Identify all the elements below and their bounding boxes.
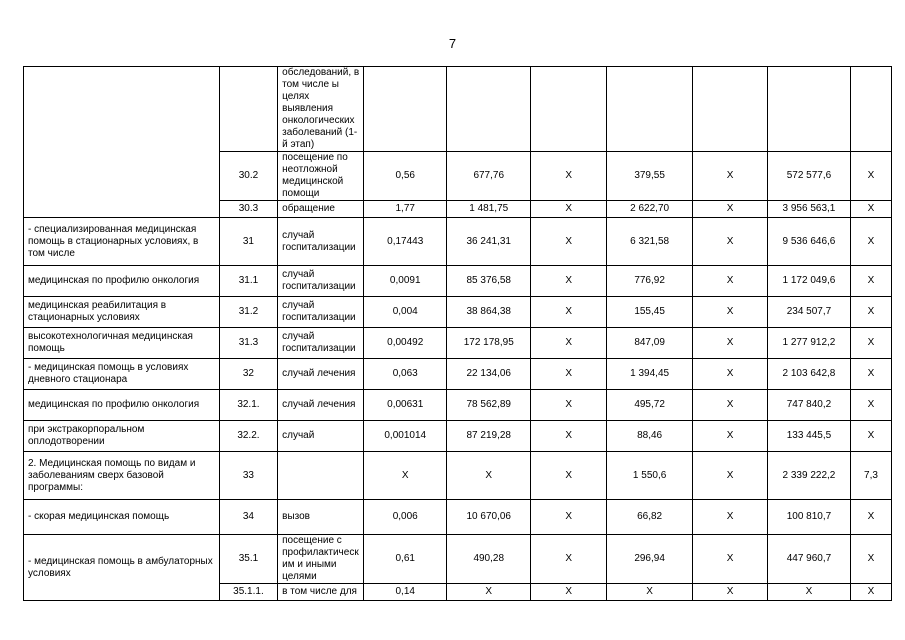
table-row xyxy=(24,390,892,421)
cell-col-budget-total: X xyxy=(693,390,768,421)
cell-unit: обращение xyxy=(278,201,364,218)
cell-indicator-name: медицинская реабилитация в стационарных условиях xyxy=(24,297,220,328)
cell-cost-norm: 36 241,31 xyxy=(447,218,531,266)
cell-col-per-capita-oms: 776,92 xyxy=(607,266,693,297)
cell-col-per-capita-budget xyxy=(531,67,607,152)
cell-col-percent: X xyxy=(850,390,891,421)
cell-unit: случай лечения xyxy=(278,359,364,390)
cell-col-percent: X xyxy=(850,421,891,452)
cell-line-number: 31.3 xyxy=(219,328,277,359)
cell-volume-norm: 1,77 xyxy=(364,201,447,218)
cell-volume-norm: 0,00631 xyxy=(364,390,447,421)
cell-line-number: 32.1. xyxy=(219,390,277,421)
cell-line-number: 35.1.1. xyxy=(219,584,277,601)
cell-col-percent xyxy=(850,67,891,152)
cell-col-per-capita-oms: 847,09 xyxy=(607,328,693,359)
cell-col-budget-total: X xyxy=(693,152,768,201)
cell-line-number: 35.1 xyxy=(219,535,277,584)
cell-indicator-name: медицинская по профилю онкология xyxy=(24,266,220,297)
cell-volume-norm: 0,61 xyxy=(364,535,447,584)
cell-col-budget-total: X xyxy=(693,584,768,601)
cell-line-number: 31.1 xyxy=(219,266,277,297)
cell-line-number: 31 xyxy=(219,218,277,266)
cell-col-percent: X xyxy=(850,535,891,584)
cell-unit: случай госпитализации xyxy=(278,328,364,359)
cell-unit: случай xyxy=(278,421,364,452)
cell-col-per-capita-budget: X xyxy=(531,201,607,218)
cell-col-oms-total: 234 507,7 xyxy=(767,297,850,328)
cell-volume-norm: 0,063 xyxy=(364,359,447,390)
cell-unit: посещение с профилактическим и иными целями xyxy=(278,535,364,584)
cell-indicator-name: при экстракорпоральном оплодотворении xyxy=(24,421,220,452)
cell-col-oms-total: 2 339 222,2 xyxy=(767,452,850,500)
cell-volume-norm: 0,17443 xyxy=(364,218,447,266)
cell-col-per-capita-budget: X xyxy=(531,390,607,421)
cell-line-number: 31.2 xyxy=(219,297,277,328)
table-row xyxy=(24,421,892,452)
cell-volume-norm: 0,00492 xyxy=(364,328,447,359)
cell-col-budget-total: X xyxy=(693,297,768,328)
cell-col-per-capita-budget: X xyxy=(531,328,607,359)
cell-cost-norm xyxy=(447,67,531,152)
cell-cost-norm: X xyxy=(447,452,531,500)
cell-col-per-capita-budget: X xyxy=(531,218,607,266)
cell-volume-norm: 0,0091 xyxy=(364,266,447,297)
cell-cost-norm: 490,28 xyxy=(447,535,531,584)
table-row xyxy=(24,500,892,535)
cell-indicator-name: - медицинская помощь в амбулаторных условиях xyxy=(24,535,220,601)
cell-col-percent: X xyxy=(850,266,891,297)
cell-col-oms-total: 3 956 563,1 xyxy=(767,201,850,218)
cell-unit: случай госпитализации xyxy=(278,218,364,266)
cell-col-per-capita-oms: 1 550,6 xyxy=(607,452,693,500)
cell-col-per-capita-oms: 495,72 xyxy=(607,390,693,421)
cell-unit: обследований, в том числе ы целях выявления онкологических заболеваний (1-й этап) xyxy=(278,67,364,152)
cell-volume-norm: 0,004 xyxy=(364,297,447,328)
table-row xyxy=(24,67,892,152)
cell-unit: посещение по неотложной медицинской помощи xyxy=(278,152,364,201)
cell-unit: вызов xyxy=(278,500,364,535)
cell-col-percent: X xyxy=(850,201,891,218)
cell-unit: случай госпитализации xyxy=(278,266,364,297)
cell-col-oms-total: 9 536 646,6 xyxy=(767,218,850,266)
cell-volume-norm: X xyxy=(364,452,447,500)
cell-indicator-name: медицинская по профилю онкология xyxy=(24,390,220,421)
cell-unit: случай лечения xyxy=(278,390,364,421)
cell-col-percent: X xyxy=(850,328,891,359)
cell-col-percent: X xyxy=(850,152,891,201)
cell-col-per-capita-oms: 88,46 xyxy=(607,421,693,452)
table-row xyxy=(24,328,892,359)
cell-col-budget-total: X xyxy=(693,218,768,266)
cell-cost-norm: 22 134,06 xyxy=(447,359,531,390)
cell-col-budget-total: X xyxy=(693,452,768,500)
cell-volume-norm: 0,006 xyxy=(364,500,447,535)
cell-col-oms-total: 133 445,5 xyxy=(767,421,850,452)
cell-col-oms-total: 747 840,2 xyxy=(767,390,850,421)
cell-indicator-name: - скорая медицинская помощь xyxy=(24,500,220,535)
cell-cost-norm: X xyxy=(447,584,531,601)
cell-cost-norm: 78 562,89 xyxy=(447,390,531,421)
cell-col-per-capita-oms: 155,45 xyxy=(607,297,693,328)
cell-cost-norm: 85 376,58 xyxy=(447,266,531,297)
cell-col-budget-total: X xyxy=(693,535,768,584)
cell-col-per-capita-oms xyxy=(607,67,693,152)
cell-unit: случай госпитализации xyxy=(278,297,364,328)
cell-col-per-capita-oms: 296,94 xyxy=(607,535,693,584)
cell-col-budget-total: X xyxy=(693,328,768,359)
cell-line-number: 30.3 xyxy=(219,201,277,218)
cell-col-oms-total: 2 103 642,8 xyxy=(767,359,850,390)
cell-col-oms-total xyxy=(767,67,850,152)
cell-col-per-capita-budget: X xyxy=(531,500,607,535)
cell-col-per-capita-budget: X xyxy=(531,297,607,328)
cell-unit xyxy=(278,452,364,500)
cell-volume-norm: 0,56 xyxy=(364,152,447,201)
cell-col-oms-total: X xyxy=(767,584,850,601)
cell-indicator-name: - медицинская помощь в условиях дневного стационара xyxy=(24,359,220,390)
cell-col-percent: X xyxy=(850,584,891,601)
cell-col-oms-total: 1 277 912,2 xyxy=(767,328,850,359)
cell-col-oms-total: 100 810,7 xyxy=(767,500,850,535)
table-row xyxy=(24,218,892,266)
cell-line-number: 32 xyxy=(219,359,277,390)
cell-col-oms-total: 1 172 049,6 xyxy=(767,266,850,297)
table-row xyxy=(24,452,892,500)
cell-col-per-capita-oms: 66,82 xyxy=(607,500,693,535)
cell-cost-norm: 10 670,06 xyxy=(447,500,531,535)
cell-volume-norm: 0,14 xyxy=(364,584,447,601)
cell-col-per-capita-budget: X xyxy=(531,359,607,390)
cell-col-per-capita-budget: X xyxy=(531,152,607,201)
cell-col-percent: X xyxy=(850,218,891,266)
cell-col-per-capita-budget: X xyxy=(531,535,607,584)
cell-volume-norm xyxy=(364,67,447,152)
cell-cost-norm: 172 178,95 xyxy=(447,328,531,359)
cell-col-percent: X xyxy=(850,297,891,328)
cell-line-number xyxy=(219,67,277,152)
cell-col-budget-total: X xyxy=(693,266,768,297)
page-number: 7 xyxy=(448,36,457,51)
cell-col-budget-total: X xyxy=(693,500,768,535)
cell-col-percent: X xyxy=(850,359,891,390)
cell-cost-norm: 87 219,28 xyxy=(447,421,531,452)
cell-indicator-name: 2. Медицинская помощь по видам и заболеваниям сверх базовой программы: xyxy=(24,452,220,500)
cell-volume-norm: 0,001014 xyxy=(364,421,447,452)
cell-col-budget-total xyxy=(693,67,768,152)
table-row xyxy=(24,535,892,584)
cell-col-percent: X xyxy=(850,500,891,535)
cell-col-per-capita-oms: 6 321,58 xyxy=(607,218,693,266)
cell-col-per-capita-oms: X xyxy=(607,584,693,601)
cell-col-oms-total: 447 960,7 xyxy=(767,535,850,584)
cell-line-number: 32.2. xyxy=(219,421,277,452)
cell-line-number: 30.2 xyxy=(219,152,277,201)
cell-col-budget-total: X xyxy=(693,421,768,452)
cell-col-per-capita-oms: 1 394,45 xyxy=(607,359,693,390)
cell-line-number: 34 xyxy=(219,500,277,535)
cell-cost-norm: 1 481,75 xyxy=(447,201,531,218)
cell-col-per-capita-budget: X xyxy=(531,421,607,452)
cell-unit: в том числе для xyxy=(278,584,364,601)
cell-col-per-capita-budget: X xyxy=(531,266,607,297)
cell-indicator-name: - специализированная медицинская помощь в стационарных условиях, в том числе xyxy=(24,218,220,266)
cell-indicator-name: высокотехнологичная медицинская помощь xyxy=(24,328,220,359)
tariff-table xyxy=(23,66,892,601)
cell-col-per-capita-oms: 2 622,70 xyxy=(607,201,693,218)
cell-line-number: 33 xyxy=(219,452,277,500)
cell-cost-norm: 677,76 xyxy=(447,152,531,201)
cell-cost-norm: 38 864,38 xyxy=(447,297,531,328)
cell-indicator-name xyxy=(24,67,220,218)
table-row xyxy=(24,297,892,328)
cell-col-per-capita-budget: X xyxy=(531,584,607,601)
table-row xyxy=(24,359,892,390)
cell-col-budget-total: X xyxy=(693,359,768,390)
cell-col-percent: 7,3 xyxy=(850,452,891,500)
cell-col-oms-total: 572 577,6 xyxy=(767,152,850,201)
cell-col-budget-total: X xyxy=(693,201,768,218)
cell-col-per-capita-oms: 379,55 xyxy=(607,152,693,201)
cell-col-per-capita-budget: X xyxy=(531,452,607,500)
table-row xyxy=(24,266,892,297)
